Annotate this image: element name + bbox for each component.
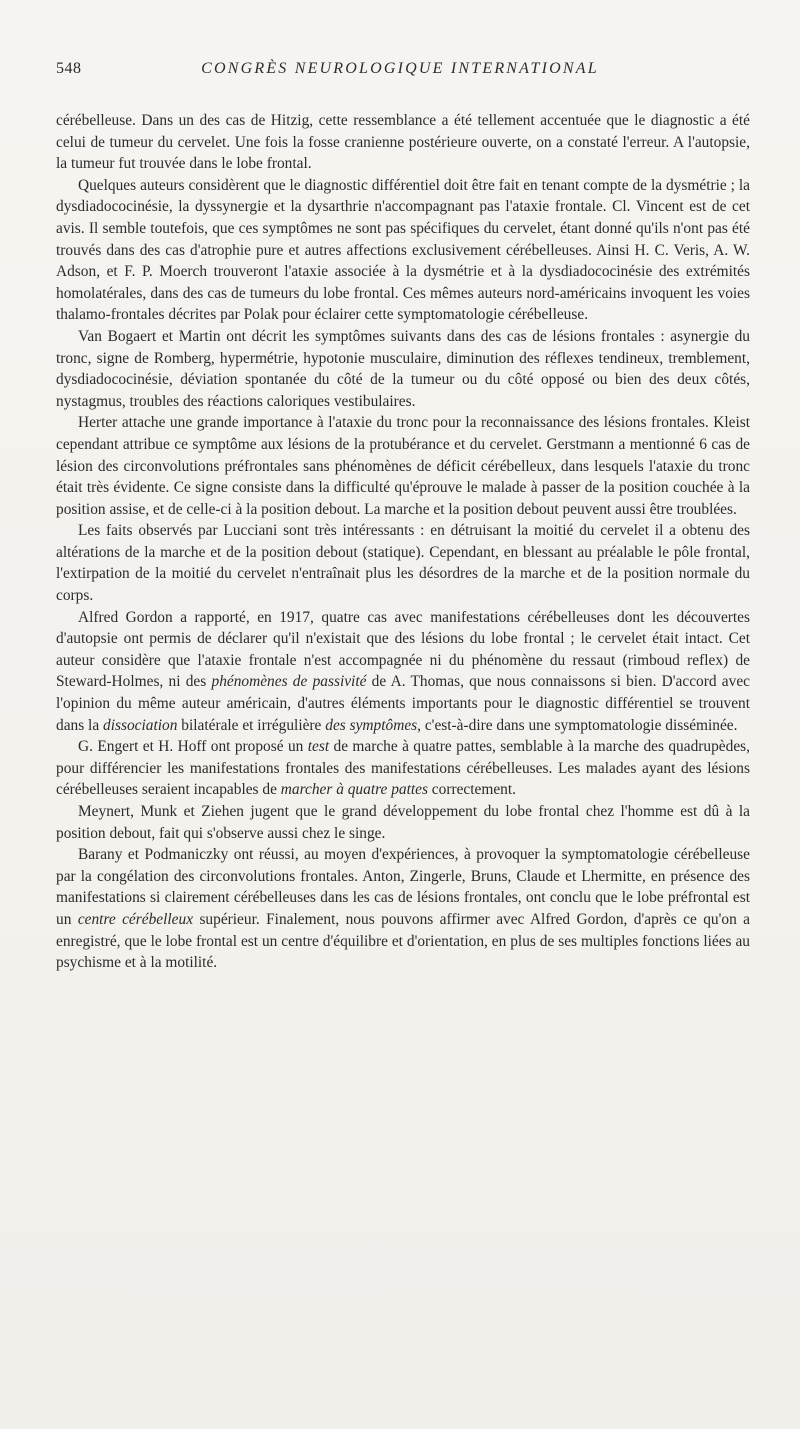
page-header bbox=[56, 60, 744, 86]
text-run: Quelques auteurs considèrent que le diagnostic différentiel doit être fait en tenant compte de la dysmétrie ; la dysdiadococinésie, la dyssynergie et la dysarthrie n'accompagnant pas l'ataxie frontale. Cl. Vincent est de cet avis. Il semble toutefois, que ces symptômes ne sont pas spécifiques du cervelet, étant donné qu'ils n'ont pas été trouvés dans des cas d'atrophie pure et autres affections exclusivement cérébelleuses. Ainsi H. C. Veris, A. W. Adson, et F. P. Moerch trouveront l'ataxie associée à la dysmétrie et à la dysdiadococinésie des extrémités homolatérales, dans des cas de tumeurs du lobe frontal. Ces mêmes auteurs nord-américains invoquent les voies thalamo-frontales décrites par Polak pour éclairer cette symptomatologie cérébelleuse. bbox=[56, 176, 750, 324]
paragraph bbox=[56, 412, 750, 520]
text-run: Herter attache une grande importance à l'ataxie du tronc pour la reconnaissance des lésions frontales. Kleist cependant attribue ce symptôme aux lésions de la protubérance et du cervelet. Gerstmann a mentionné 6 cas de lésion des circonvolutions préfrontales sans phénomènes de déficit cérébelleux, dans lesquels l'ataxie du tronc était très évidente. Ce signe consiste dans la difficulté qu'éprouve le malade à passer de la position couchée à la position assise, et de celle-ci à la position debout. La marche et la position debout peuvent aussi être troublées. bbox=[56, 414, 750, 518]
text-run: Van Bogaert et Martin ont décrit les symptômes suivants dans des cas de lésions frontales : asynergie du tronc, signe de Romberg, hypermétrie, hypotonie musculaire, diminution des réflexes tendineux, tremblement, dysdiadococinésie, déviation spontanée du côté de la tumeur ou du côté opposé ou bien des deux côtés, nystagmus, troubles des réactions caloriques vestibulaires. bbox=[56, 327, 750, 410]
text-run: G. Engert et H. Hoff ont proposé un bbox=[78, 738, 308, 756]
body-text bbox=[56, 110, 750, 974]
paragraph bbox=[56, 175, 750, 326]
text-run: correctement. bbox=[427, 781, 516, 799]
italic-text: phénomènes de passivité bbox=[211, 673, 367, 691]
italic-text: test bbox=[307, 738, 330, 756]
paragraph bbox=[56, 520, 750, 606]
page-number: 548 bbox=[56, 60, 82, 77]
text-run: Alfred Gordon a rapporté, en 1917, quatre cas avec manifestations cérébelleuses dont les découvertes d'autopsie ont permis de déclarer qu'il n'existait que des lésions du lobe frontal ; le cervelet était intact. Cet auteur considère que l'ataxie frontale n'est accompagnée ni du phénomène du ressaut (rimboud reflex) de Steward-Holmes, ni des bbox=[56, 608, 750, 691]
paragraph bbox=[56, 607, 750, 737]
text-run: Barany et Podmaniczky ont réussi, au moyen d'expériences, à provoquer la symptomatologie cérébelleuse par la congélation des circonvolutions frontales. Anton, Zingerle, Bruns, Claude et Lhermitte, en présence des manifestations si clairement cérébelleuses dans les cas de lésions frontales, ont conclu que le lobe préfrontal est un bbox=[56, 846, 750, 928]
text-run: Meynert, Munk et Ziehen jugent que le grand développement du lobe frontal chez l'homme est dû à la position debout, fait qui s'observe aussi chez le singe. bbox=[56, 803, 750, 842]
text-run: de marche à quatre pattes, semblable à la marche des quadrupèdes, pour différencier les manifestations frontales des manifestations cérébelleuses. Les malades ayant des lésions cérébelleuses seraient incapables de bbox=[56, 738, 750, 799]
paragraph bbox=[56, 326, 750, 412]
running-head: CONGRÈS NEUROLOGIQUE INTERNATIONAL bbox=[201, 60, 599, 77]
italic-text: des symptômes bbox=[325, 716, 418, 734]
italic-text: marcher à quatre pattes bbox=[280, 781, 428, 799]
text-run: bilatérale et irrégulière bbox=[177, 716, 326, 734]
text-run: de A. Thomas, que nous connaissons si bien. D'accord avec l'opinion du même auteur américain, d'autres éléments importants pour le diagnostic différentiel se trouvent dans la bbox=[56, 673, 750, 734]
italic-text: centre cérébelleux bbox=[77, 910, 194, 928]
italic-text: dissociation bbox=[103, 716, 178, 734]
paragraph bbox=[56, 736, 750, 801]
paragraph bbox=[56, 801, 750, 844]
paragraph bbox=[56, 110, 750, 175]
text-run: Les faits observés par Lucciani sont très intéressants : en détruisant la moitié du cervelet il a obtenu des altérations de la marche et de la position debout (statique). Cependant, en blessant au préalable le pôle frontal, l'extirpation de la moitié du cervelet n'entraînait plus les désordres de la marche et de la position normale du corps. bbox=[56, 522, 750, 605]
text-run: , c'est-à-dire dans une symptomatologie disséminée. bbox=[417, 716, 738, 734]
text-run: supérieur. Finalement, nous pouvons affirmer avec Alfred Gordon, d'après ce qu'on a enregistré, que le lobe frontal est un centre d'équilibre et d'orientation, en plus de ses multiples fonctions liées au psychisme et à la motilité. bbox=[56, 910, 750, 972]
text-run: cérébelleuse. Dans un des cas de Hitzig, cette ressemblance a été tellement accentuée que le diagnostic a été celui de tumeur du cervelet. Une fois la fosse cranienne postérieure ouverte, on a constaté l'erreur. A l'autopsie, la tumeur fut trouvée dans le lobe frontal. bbox=[56, 112, 750, 173]
paragraph bbox=[56, 844, 750, 974]
